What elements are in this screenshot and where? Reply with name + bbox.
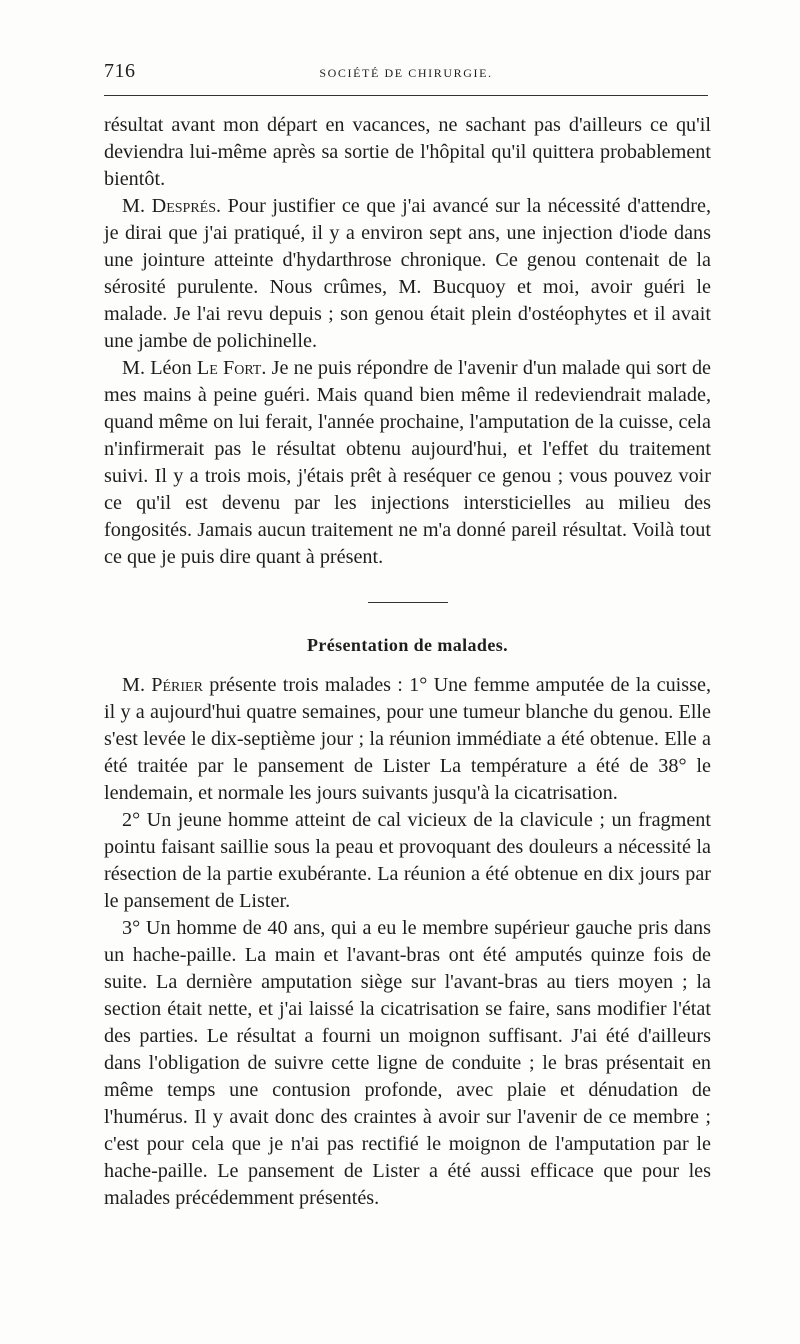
- speaker-name: M. Després.: [122, 195, 222, 217]
- body-text: [104, 112, 711, 1212]
- speaker-name-prefix: M. Léon: [122, 357, 197, 379]
- paragraph-le-fort: [104, 355, 711, 571]
- paragraph-text: Pour justifier ce que j'ai avancé sur la nécessité d'attendre, je dirai que j'ai pratiqué, il y a environ sept ans, une injection d'iode dans une jointure atteinte d'hydarthrose chronique. Ce genou contenait de la sérosité purulente. Nous crûmes, M. Bucquoy et moi, avoir guéri le malade. Je l'ai revu depuis ; son genou était plein d'ostéophytes et il avait une jambe de polichinelle.: [104, 195, 711, 352]
- paragraph-text: 2° Un jeune homme atteint de cal vicieux de la clavicule ; un fragment pointu faisant saillie sous la peau et provoquant des douleurs a nécessité la résection de la partie exubérante. La réunion a été obtenue en dix jours par le pansement de Lister.: [104, 809, 711, 912]
- paragraph-perier: [104, 672, 711, 807]
- paragraph-despres: [104, 193, 711, 355]
- speaker-name: M. Périer: [122, 674, 203, 696]
- running-title: SOCIÉTÉ DE CHIRURGIE.: [319, 66, 493, 80]
- page-number: 716: [104, 60, 136, 82]
- paragraph-case-2: [104, 807, 711, 915]
- paragraph-text: résultat avant mon départ en vacances, ne sachant pas d'ailleurs ce qu'il deviendra lui-même après sa sortie de l'hôpital qu'il quittera probablement bientôt.: [104, 114, 711, 190]
- section-divider: [368, 602, 448, 603]
- paragraph-text: présente trois malades : 1° Une femme amputée de la cuisse, il y a aujourd'hui quatre semaines, pour une tumeur blanche du genou. Elle s'est levée le dix-septième jour ; la réunion immédiate a été obtenue. Elle a été traitée par le pansement de Lister La température a été de 38° le lendemain, et normale les jours suivants jusqu'à la cicatrisation.: [104, 674, 711, 804]
- page-header: [104, 60, 708, 90]
- section-heading: Présentation de malades.: [306, 635, 509, 655]
- paragraph-text: 3° Un homme de 40 ans, qui a eu le membre supérieur gauche pris dans un hache-paille. La main et l'avant-bras ont été amputés quinze fois de suite. La dernière amputation siège sur l'avant-bras au tiers moyen ; la section était nette, et j'ai laissé la cicatrisation se faire, sans modifier l'état des parties. Le résultat a fourni un moignon suffisant. J'ai été d'ailleurs dans l'obligation de suivre cette ligne de conduite ; le bras présentait en même temps une contusion profonde, avec plaie et dénudation de l'humérus. Il y avait donc des craintes à avoir sur l'avenir de ce membre ; c'est pour cela que je n'ai pas rectifié le moignon de l'amputation par le hache-paille. Le pansement de Lister a été aussi efficace que pour les malades précédemment présentés.: [104, 917, 711, 1209]
- speaker-name: Le Fort.: [196, 357, 267, 379]
- paragraph-text: Je ne puis répondre de l'avenir d'un malade qui sort de mes mains à peine guéri. Mais quand bien même il redeviendrait malade, quand même on lui ferait, l'année prochaine, l'amputation de la cuisse, cela n'infirmerait pas le résultat obtenu aujourd'hui, et l'effet du traitement suivi. Il y a trois mois, j'étais prêt à reséquer ce genou ; vous pouvez voir ce qu'il est devenu par les injections intersticielles au milieu des fongosités. Jamais aucun traitement ne m'a donné pareil résultat. Voilà tout ce que je puis dire quant à présent.: [104, 357, 711, 568]
- paragraph-case-3: [104, 915, 711, 1212]
- header-rule: [104, 95, 708, 96]
- paragraph-continuation: [104, 112, 711, 193]
